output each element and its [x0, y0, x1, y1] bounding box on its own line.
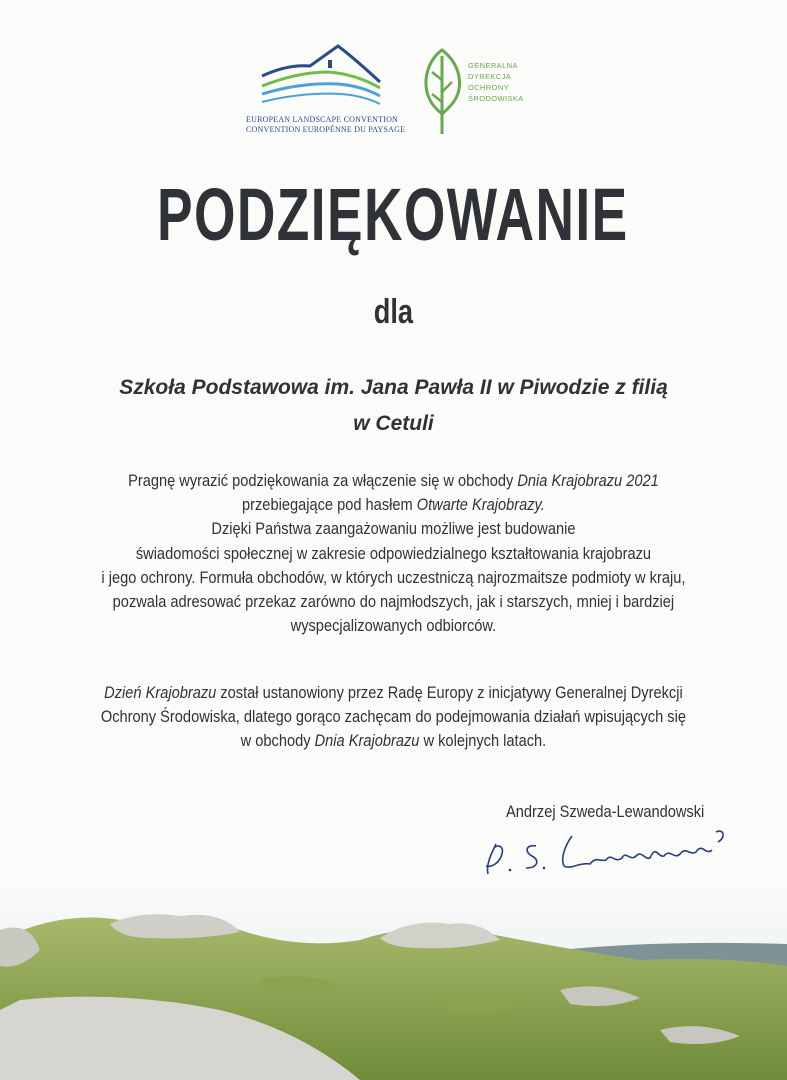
gdos-line: OCHRONY	[468, 83, 510, 92]
paragraph-line: Ochrony Środowiska, dlatego gorąco zachęcam do podejmowania działań wpisujących się	[100, 707, 686, 727]
italic-segment: Dnia Krajobrazu	[314, 731, 420, 751]
paragraph-line	[89, 493, 697, 517]
paragraph-line	[89, 681, 697, 705]
recipient-line: w Cetuli	[353, 412, 434, 435]
italic-segment: Otwarte Krajobrazy.	[416, 495, 545, 515]
elc-caption-french: CONVENTION EUROPÉNNE DU PAYSAGE	[246, 125, 406, 134]
certificate-subtitle: dla	[373, 293, 414, 331]
text-segment: przebiegające pod hasłem	[242, 495, 417, 515]
italic-segment: Dnia Krajobrazu 2021	[517, 471, 659, 490]
signer-name: Andrzej Szweda-Lewandowski	[506, 802, 705, 821]
paragraph-line	[89, 729, 697, 753]
text-segment: Pragnę wyrazić podziękowania za włączenie się w obchody	[128, 471, 518, 490]
european-landscape-convention-logo	[246, 42, 406, 137]
paragraph-line	[89, 469, 697, 493]
paragraph-line: Dzięki Państwa zaangażowaniu możliwe jest budowanie	[211, 519, 576, 539]
handwritten-signature	[480, 822, 730, 882]
thanks-paragraph	[40, 469, 747, 638]
text-segment: w obchody	[240, 731, 315, 751]
recipient-name	[40, 370, 747, 442]
paragraph-line: wyspecjalizowanych odbiorców.	[290, 616, 497, 636]
landscape-photo-illustration	[0, 880, 787, 1080]
certificate-title: PODZIĘKOWANIE	[156, 173, 629, 256]
leaf-icon	[420, 46, 466, 136]
recipient-line: Szkoła Podstawowa im. Jana Pawła II w Piwodzie z filią	[119, 376, 668, 399]
gdos-line: ŚRODOWISKA	[468, 94, 524, 103]
gdos-logo	[420, 46, 530, 138]
gdos-line: DYREKCJA	[468, 72, 512, 81]
text-segment: został ustanowiony przez Radę Europy z inicjatywy Generalnej Dyrekcji	[216, 683, 683, 702]
italic-segment: Dzień Krajobrazu	[104, 683, 217, 702]
paragraph-line: świadomości społecznej w zakresie odpowiedzialnego kształtowania krajobrazu	[135, 543, 652, 563]
elc-caption-english: EUROPEAN LANDSCAPE CONVENTION	[246, 115, 399, 124]
text-segment: w kolejnych latach.	[419, 731, 547, 751]
paragraph-line: i jego ochrony. Formuła obchodów, w których uczestniczą najrozmaitsze podmioty w kraju,	[101, 567, 686, 587]
paragraph-line: pozwala adresować przekaz zarówno do najmłodszych, jak i starszych, mniej i bardziej	[112, 592, 675, 612]
landscape-day-paragraph	[40, 681, 747, 754]
gdos-logo-text	[468, 60, 524, 104]
landscape-convention-emblem-icon	[258, 42, 384, 112]
gdos-line: GENERALNA	[468, 61, 518, 70]
